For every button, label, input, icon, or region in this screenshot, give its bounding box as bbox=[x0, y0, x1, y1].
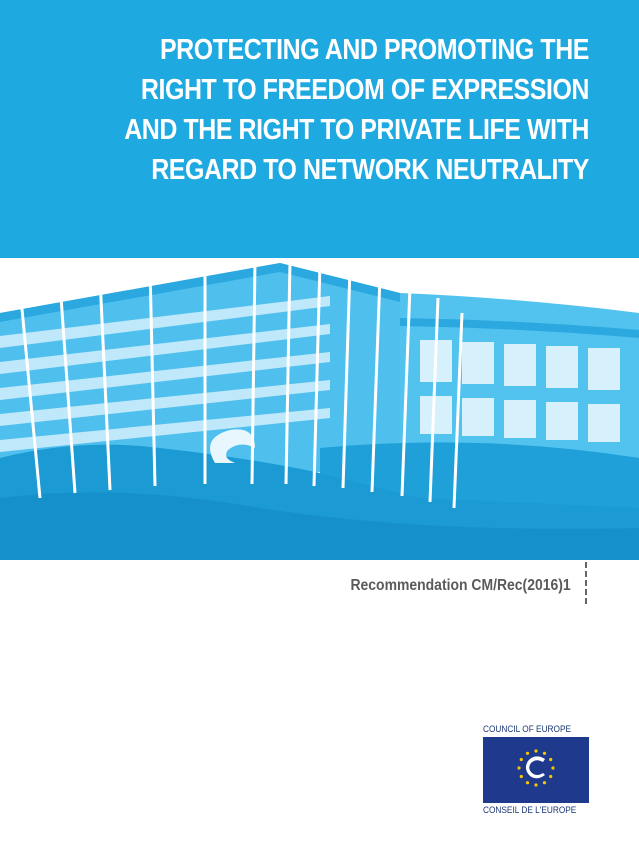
title-band bbox=[0, 0, 639, 258]
cover-title bbox=[107, 30, 589, 190]
cover-title-line: REGARD TO NETWORK NEUTRALITY bbox=[151, 154, 589, 186]
logo-text-french: CONSEIL DE L'EUROPE bbox=[483, 805, 577, 815]
dashed-divider bbox=[585, 562, 587, 604]
logo-text-english: COUNCIL OF EUROPE bbox=[483, 724, 572, 734]
recommendation-reference: Recommendation CM/Rec(2016)1 bbox=[350, 577, 571, 594]
council-of-europe-logo-icon bbox=[483, 737, 589, 803]
council-of-europe-logo bbox=[483, 724, 593, 816]
cover-title-line: RIGHT TO FREEDOM OF EXPRESSION bbox=[140, 74, 589, 106]
cover-title-line: AND THE RIGHT TO PRIVATE LIFE WITH bbox=[124, 114, 589, 146]
council-building-photo bbox=[0, 258, 639, 560]
cover-title-line: PROTECTING AND PROMOTING THE bbox=[159, 34, 589, 66]
